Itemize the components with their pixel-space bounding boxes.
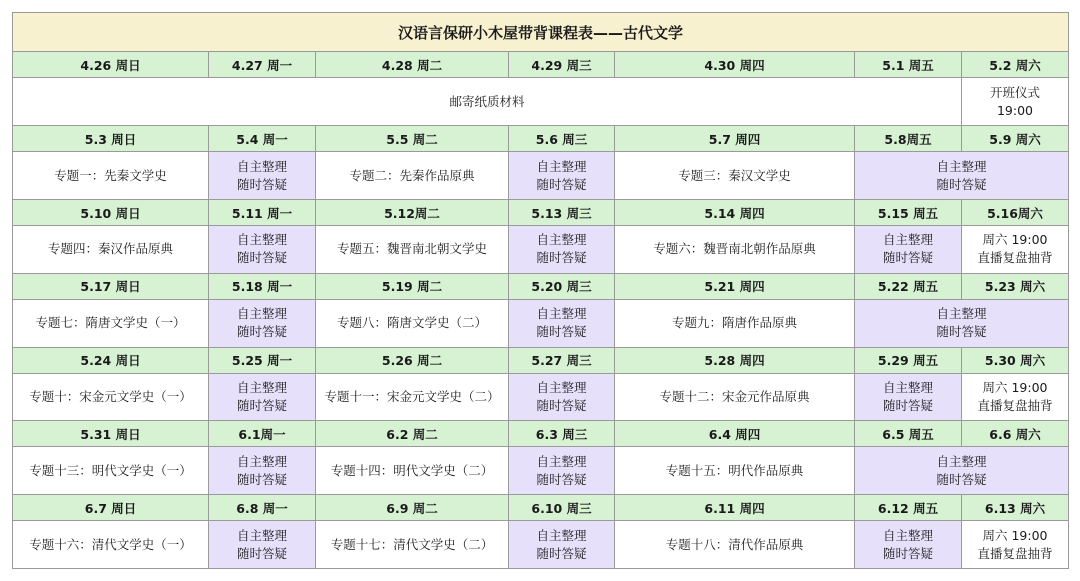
content-row <box>13 152 1069 200</box>
date-cell: 6.11 周四 <box>615 495 855 521</box>
self-study-line: 自主整理 <box>936 158 987 174</box>
date-row <box>13 52 1069 78</box>
self-study-line: 自主整理 <box>236 306 287 322</box>
date-cell: 5.21 周四 <box>615 273 855 299</box>
self-study-cell <box>509 299 615 347</box>
topic-cell: 专题十七：清代文学史（二） <box>316 521 509 569</box>
date-cell: 5.17 周日 <box>13 273 209 299</box>
content-row <box>13 225 1069 273</box>
date-cell: 5.23 周六 <box>962 273 1069 299</box>
date-row <box>13 273 1069 299</box>
self-study-cell <box>855 225 962 273</box>
topic-cell: 专题十六：清代文学史（一） <box>13 521 209 569</box>
self-study-line: 自主整理 <box>536 453 587 469</box>
topic-cell: 专题十一：宋金元文学史（二） <box>316 373 509 421</box>
livestream-review-cell <box>962 521 1069 569</box>
topic-cell: 专题十：宋金元文学史（一） <box>13 373 209 421</box>
material-cell: 邮寄纸质材料 <box>13 78 962 126</box>
qa-line: 随时答疑 <box>936 324 987 340</box>
self-study-line: 自主整理 <box>536 527 587 543</box>
self-study-line: 自主整理 <box>236 232 287 248</box>
topic-cell: 专题十八：清代作品原典 <box>615 521 855 569</box>
livestream-review-cell <box>962 225 1069 273</box>
topic-cell: 专题十五：明代作品原典 <box>615 447 855 495</box>
date-cell: 4.26 周日 <box>13 52 209 78</box>
opening-time: 19:00 <box>996 102 1034 118</box>
date-cell: 5.24 周日 <box>13 347 209 373</box>
date-cell: 5.12周二 <box>316 200 509 226</box>
qa-line: 随时答疑 <box>536 250 587 266</box>
date-cell: 6.7 周日 <box>13 495 209 521</box>
qa-line: 随时答疑 <box>536 324 587 340</box>
date-cell: 5.19 周二 <box>316 273 509 299</box>
self-study-cell <box>509 225 615 273</box>
date-cell: 5.4 周一 <box>209 126 316 152</box>
self-study-line: 自主整理 <box>882 527 933 543</box>
self-study-cell <box>509 447 615 495</box>
date-cell: 5.14 周四 <box>615 200 855 226</box>
date-cell: 6.4 周四 <box>615 421 855 447</box>
date-cell: 6.3 周三 <box>509 421 615 447</box>
page-title: 汉语言保研小木屋带背课程表——古代文学 <box>13 13 1069 52</box>
self-study-line: 自主整理 <box>936 306 987 322</box>
date-cell: 6.8 周一 <box>209 495 316 521</box>
date-cell: 5.6 周三 <box>509 126 615 152</box>
date-cell: 5.16周六 <box>962 200 1069 226</box>
date-cell: 6.9 周二 <box>316 495 509 521</box>
qa-line: 随时答疑 <box>236 324 287 340</box>
self-study-cell <box>209 373 316 421</box>
livestream-time: 周六 19:00 <box>982 232 1048 248</box>
qa-line: 随时答疑 <box>236 545 287 561</box>
date-cell: 4.28 周二 <box>316 52 509 78</box>
self-study-cell <box>209 447 316 495</box>
self-study-cell <box>855 299 1069 347</box>
date-cell: 5.29 周五 <box>855 347 962 373</box>
qa-line: 随时答疑 <box>236 397 287 413</box>
date-row <box>13 200 1069 226</box>
date-cell: 5.3 周日 <box>13 126 209 152</box>
content-row <box>13 447 1069 495</box>
self-study-line: 自主整理 <box>236 453 287 469</box>
date-cell: 6.13 周六 <box>962 495 1069 521</box>
date-row <box>13 421 1069 447</box>
self-study-cell <box>855 447 1069 495</box>
qa-line: 随时答疑 <box>236 471 287 487</box>
date-cell: 5.13 周三 <box>509 200 615 226</box>
self-study-cell <box>209 152 316 200</box>
date-cell: 4.30 周四 <box>615 52 855 78</box>
self-study-line: 自主整理 <box>536 379 587 395</box>
qa-line: 随时答疑 <box>236 176 287 192</box>
qa-line: 随时答疑 <box>536 176 587 192</box>
topic-cell: 专题七：隋唐文学史（一） <box>13 299 209 347</box>
self-study-line: 自主整理 <box>536 158 587 174</box>
qa-line: 随时答疑 <box>882 545 933 561</box>
qa-line: 随时答疑 <box>936 471 987 487</box>
date-cell: 6.6 周六 <box>962 421 1069 447</box>
self-study-line: 自主整理 <box>236 379 287 395</box>
self-study-cell <box>209 225 316 273</box>
livestream-label: 直播复盘抽背 <box>977 250 1053 266</box>
qa-line: 随时答疑 <box>882 397 933 413</box>
date-cell: 4.29 周三 <box>509 52 615 78</box>
topic-cell: 专题六：魏晋南北朝作品原典 <box>615 225 855 273</box>
date-cell: 5.1 周五 <box>855 52 962 78</box>
date-cell: 4.27 周一 <box>209 52 316 78</box>
date-cell: 5.5 周二 <box>316 126 509 152</box>
date-cell: 5.22 周五 <box>855 273 962 299</box>
date-cell: 5.7 周四 <box>615 126 855 152</box>
opening-ceremony-cell <box>962 78 1069 126</box>
date-cell: 5.30 周六 <box>962 347 1069 373</box>
topic-cell: 专题八：隋唐文学史（二） <box>316 299 509 347</box>
livestream-time: 周六 19:00 <box>982 379 1048 395</box>
self-study-cell <box>855 152 1069 200</box>
date-cell: 5.27 周三 <box>509 347 615 373</box>
date-cell: 5.26 周二 <box>316 347 509 373</box>
date-cell: 5.31 周日 <box>13 421 209 447</box>
self-study-cell <box>855 373 962 421</box>
date-cell: 6.1周一 <box>209 421 316 447</box>
content-row <box>13 299 1069 347</box>
self-study-cell <box>209 299 316 347</box>
topic-cell: 专题四：秦汉作品原典 <box>13 225 209 273</box>
content-row <box>13 373 1069 421</box>
qa-line: 随时答疑 <box>536 471 587 487</box>
topic-cell: 专题二：先秦作品原典 <box>316 152 509 200</box>
date-cell: 5.10 周日 <box>13 200 209 226</box>
schedule-table <box>12 12 1069 569</box>
topic-cell: 专题五：魏晋南北朝文学史 <box>316 225 509 273</box>
date-cell: 6.10 周三 <box>509 495 615 521</box>
qa-line: 随时答疑 <box>536 397 587 413</box>
date-cell: 6.12 周五 <box>855 495 962 521</box>
self-study-line: 自主整理 <box>936 453 987 469</box>
topic-cell: 专题九：隋唐作品原典 <box>615 299 855 347</box>
content-row <box>13 78 1069 126</box>
qa-line: 随时答疑 <box>536 545 587 561</box>
date-row <box>13 495 1069 521</box>
date-cell: 5.28 周四 <box>615 347 855 373</box>
self-study-cell <box>855 521 962 569</box>
date-row <box>13 347 1069 373</box>
date-cell: 5.18 周一 <box>209 273 316 299</box>
date-cell: 5.2 周六 <box>962 52 1069 78</box>
topic-cell: 专题一：先秦文学史 <box>13 152 209 200</box>
date-cell: 5.15 周五 <box>855 200 962 226</box>
content-row <box>13 521 1069 569</box>
opening-label: 开班仪式 <box>990 84 1041 100</box>
title-row <box>13 13 1069 52</box>
self-study-line: 自主整理 <box>882 232 933 248</box>
livestream-label: 直播复盘抽背 <box>977 545 1053 561</box>
self-study-cell <box>509 373 615 421</box>
qa-line: 随时答疑 <box>236 250 287 266</box>
date-row <box>13 126 1069 152</box>
self-study-line: 自主整理 <box>882 379 933 395</box>
qa-line: 随时答疑 <box>936 176 987 192</box>
self-study-line: 自主整理 <box>236 527 287 543</box>
self-study-line: 自主整理 <box>536 306 587 322</box>
self-study-line: 自主整理 <box>536 232 587 248</box>
livestream-time: 周六 19:00 <box>982 527 1048 543</box>
qa-line: 随时答疑 <box>882 250 933 266</box>
date-cell: 5.25 周一 <box>209 347 316 373</box>
self-study-cell <box>209 521 316 569</box>
livestream-review-cell <box>962 373 1069 421</box>
livestream-label: 直播复盘抽背 <box>977 397 1053 413</box>
date-cell: 5.9 周六 <box>962 126 1069 152</box>
date-cell: 5.11 周一 <box>209 200 316 226</box>
topic-cell: 专题十三：明代文学史（一） <box>13 447 209 495</box>
topic-cell: 专题三：秦汉文学史 <box>615 152 855 200</box>
topic-cell: 专题十二：宋金元作品原典 <box>615 373 855 421</box>
date-cell: 6.2 周二 <box>316 421 509 447</box>
date-cell: 5.20 周三 <box>509 273 615 299</box>
date-cell: 6.5 周五 <box>855 421 962 447</box>
self-study-cell <box>509 152 615 200</box>
topic-cell: 专题十四：明代文学史（二） <box>316 447 509 495</box>
self-study-line: 自主整理 <box>236 158 287 174</box>
self-study-cell <box>509 521 615 569</box>
date-cell: 5.8周五 <box>855 126 962 152</box>
